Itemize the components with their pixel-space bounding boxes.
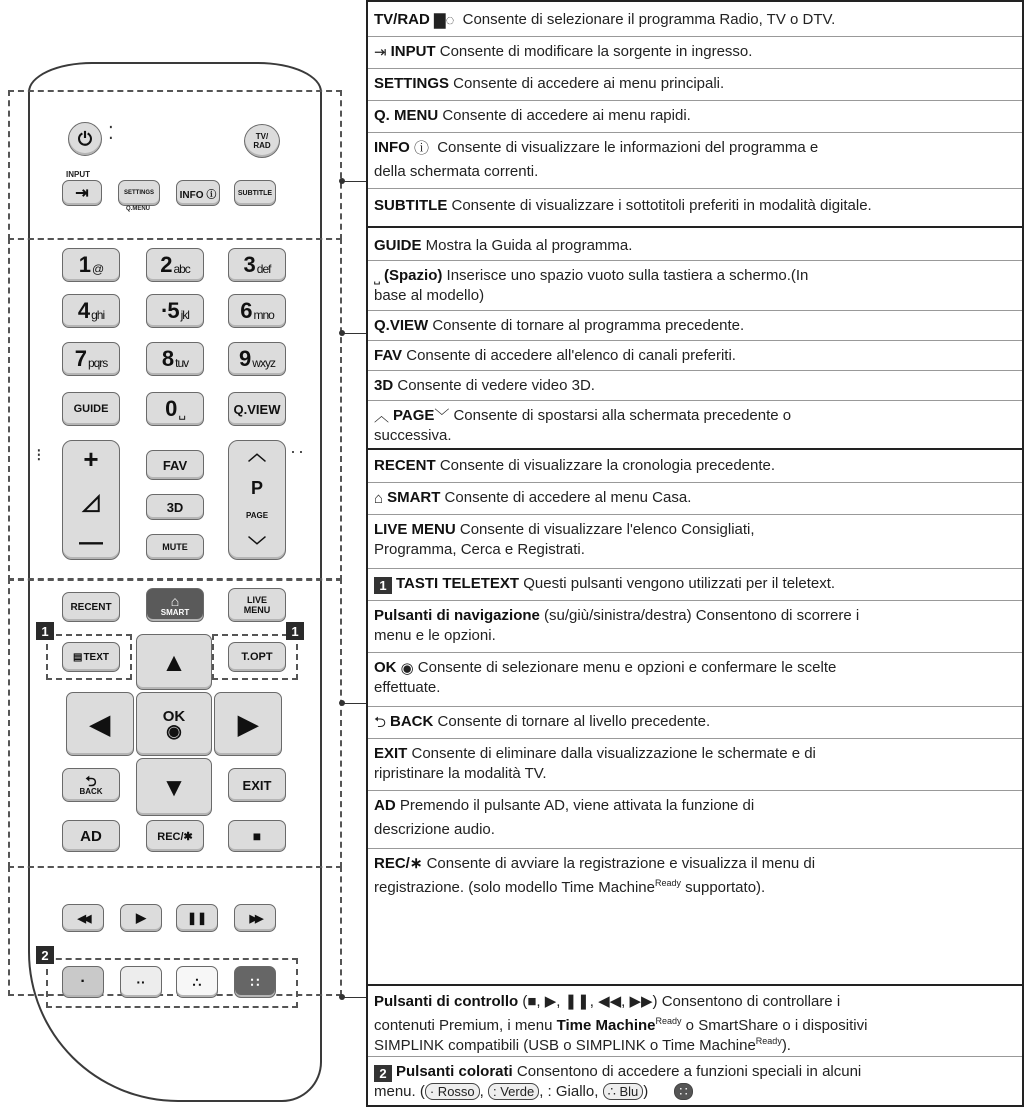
- nav-line-2: menu e le opzioni.: [374, 627, 496, 644]
- recent-button[interactable]: RECENT: [62, 592, 120, 622]
- recent-line: RECENT Consente di visualizzare la cronologia precedente.: [374, 457, 776, 474]
- left-arrow-button[interactable]: [66, 692, 134, 756]
- 3d-line: 3D Consente di vedere video 3D.: [374, 377, 595, 394]
- divider: [368, 340, 1022, 341]
- smart-label: SMART: [160, 607, 190, 617]
- page-up-small-icon: ︿: [374, 407, 390, 425]
- page-line-2: successiva.: [374, 427, 452, 444]
- 3d-button[interactable]: 3D: [146, 494, 204, 520]
- up-arrow-icon: ▲: [161, 646, 187, 677]
- leader-line-2: [342, 333, 366, 334]
- volume-down-icon[interactable]: —: [79, 529, 103, 556]
- page-dots: ··: [290, 441, 306, 461]
- ok-icon: ◉: [400, 659, 414, 677]
- fav-line: FAV Consente di accedere all'elenco di canali preferiti.: [374, 347, 736, 364]
- digit-8-button[interactable]: 8 tuv: [146, 342, 204, 376]
- live-menu-line-2: Programma, Cerca e Registrati.: [374, 541, 585, 558]
- settings-line: SETTINGS Consente di accedere ai menu principali.: [374, 75, 725, 92]
- digit-9-button[interactable]: 9 wxyz: [228, 342, 286, 376]
- home-icon: ⌂: [374, 489, 384, 507]
- marker-1-left: 1: [36, 622, 54, 640]
- digit-1-button[interactable]: 1 @: [62, 248, 120, 282]
- nav-line: Pulsanti di navigazione (su/giù/sinistra/destra) Consentono di scorrere i: [374, 607, 860, 624]
- guide-line: GUIDE Mostra la Guida al programma.: [374, 237, 633, 254]
- divider: [368, 100, 1022, 101]
- group-top-buttons: [8, 90, 342, 240]
- digit-0-button[interactable]: 0 ␣: [146, 392, 204, 426]
- divider: [368, 400, 1022, 401]
- input-button[interactable]: ⇥: [62, 180, 102, 206]
- divider: [368, 188, 1022, 189]
- page-label: PAGE: [245, 511, 269, 521]
- color-line: 2 Pulsanti colorati Consentono di accedere a funzioni speciali in alcuni: [374, 1062, 1020, 1082]
- control-line: Pulsanti di controllo (■, ▶, ❚❚, ◀◀, ▶▶) Consentono di controllare i: [374, 993, 841, 1010]
- back-arrow-icon: ⮌: [85, 772, 97, 789]
- ad-line-2: descrizione audio.: [374, 821, 495, 838]
- divider: [368, 36, 1022, 37]
- page-p-label: P: [250, 477, 263, 498]
- ok-line-2: effettuate.: [374, 679, 441, 696]
- red-pill: · Rosso: [425, 1083, 480, 1100]
- ok-circle-icon: ◉: [166, 721, 182, 741]
- page-down-small-icon: ﹀: [434, 407, 450, 425]
- back-button[interactable]: [62, 768, 120, 802]
- stop-button[interactable]: ■: [228, 820, 286, 852]
- page-up-icon[interactable]: ︿: [248, 444, 266, 464]
- info-button[interactable]: INFO ⓘ: [176, 180, 220, 206]
- rec-button[interactable]: REC/✱: [146, 820, 204, 852]
- page-line: ︿ PAGE﹀ Consente di spostarsi alla schermata precedente o: [374, 407, 792, 425]
- ad-button[interactable]: AD: [62, 820, 120, 852]
- guide-button[interactable]: GUIDE: [62, 392, 120, 426]
- qview-button[interactable]: Q.VIEW: [228, 392, 286, 426]
- ad-line: AD Premendo il pulsante AD, viene attivata la funzione di: [374, 797, 755, 814]
- qmenu-caption: Q.MENU: [126, 206, 150, 212]
- home-icon: ⌂: [170, 592, 180, 609]
- divider: [368, 706, 1022, 707]
- tv-rad-button[interactable]: TV/ RAD: [244, 124, 280, 158]
- smart-line: ⌂ SMART Consente di accedere al menu Casa.: [374, 489, 692, 507]
- blue-pill: ∴ Blu: [603, 1083, 644, 1100]
- rec-line: REC/∗ Consente di avviare la registrazione e visualizza il menu di: [374, 855, 816, 872]
- rec-line-2: registrazione. (solo modello Time Machine$^{Ready}$ supportato).: [374, 878, 766, 896]
- divider: [368, 738, 1022, 739]
- digit-4-button[interactable]: 4 ghi: [62, 294, 120, 328]
- right-arrow-button[interactable]: [214, 692, 282, 756]
- tvrad-icon: ▇◌: [434, 11, 455, 29]
- section-control-buttons: [368, 986, 1022, 1105]
- section-navigation-buttons: [368, 450, 1022, 986]
- rewind-button[interactable]: ◀◀: [62, 904, 104, 932]
- divider: [368, 482, 1022, 483]
- control-line-3: SIMPLINK compatibili (USB o SIMPLINK o Time Machine$^{Ready}$).: [374, 1036, 791, 1054]
- digit-6-button[interactable]: 6 mno: [228, 294, 286, 328]
- space-line-2: base al modello): [374, 287, 485, 304]
- divider: [368, 68, 1022, 69]
- divider: [368, 848, 1022, 849]
- divider: [368, 790, 1022, 791]
- leader-line-3: [342, 703, 366, 704]
- divider: [368, 652, 1022, 653]
- subtitle-button[interactable]: SUBTITLE: [234, 180, 276, 206]
- back-icon: ⮌: [374, 713, 387, 731]
- marker-1-right: 1: [286, 622, 304, 640]
- page-rocker[interactable]: [228, 440, 286, 560]
- divider: [368, 132, 1022, 133]
- leader-line-4: [342, 997, 366, 998]
- info-line: INFO ⓘ Consente di visualizzare le informazioni del programma e: [374, 139, 819, 157]
- teletext-line: 1 TASTI TELETEXT Questi pulsanti vengono utilizzati per il teletext.: [374, 574, 1020, 594]
- left-arrow-icon: ◀: [90, 708, 110, 739]
- blue-dots-pill: ∷: [674, 1083, 692, 1100]
- divider: [368, 260, 1022, 261]
- tvrad-line: TV/RAD ▇◌ Consente di selezionare il programma Radio, TV o DTV.: [374, 11, 836, 29]
- ok-label: OK: [162, 708, 186, 725]
- text-label: TEXT: [83, 651, 109, 663]
- fast-forward-button[interactable]: ▶▶: [234, 904, 276, 932]
- divider: [368, 600, 1022, 601]
- input-icon: ⇥: [374, 43, 387, 61]
- down-arrow-button[interactable]: [136, 758, 212, 816]
- smart-button[interactable]: [146, 588, 204, 622]
- power-dots: ⁚: [108, 123, 116, 143]
- divider: [368, 370, 1022, 371]
- leader-line-1: [342, 181, 366, 182]
- ok-button[interactable]: [136, 692, 212, 756]
- divider: [368, 310, 1022, 311]
- input-caption: INPUT: [66, 170, 90, 179]
- qview-line: Q.VIEW Consente di tornare al programma precedente.: [374, 317, 745, 334]
- control-line-2: contenuti Premium, i menu Time Machine$^{Ready}$ o SmartShare o i dispositivi: [374, 1016, 868, 1034]
- text-button[interactable]: [62, 642, 120, 672]
- color-marker: 2: [374, 1065, 392, 1082]
- page-down-icon[interactable]: ﹀: [248, 535, 266, 556]
- space-icon: ⎵: [374, 267, 381, 285]
- divider: [368, 568, 1022, 569]
- back-line: ⮌ BACK Consente di tornare al livello precedente.: [374, 713, 711, 731]
- right-arrow-icon: ▶: [238, 708, 258, 739]
- section-number-buttons: [368, 228, 1022, 450]
- settings-button[interactable]: SETTINGS: [118, 180, 160, 206]
- down-arrow-icon: ▼: [161, 771, 187, 802]
- volume-up-icon[interactable]: +: [83, 444, 99, 474]
- green-pill: : Verde: [488, 1083, 539, 1100]
- teletext-marker: 1: [374, 577, 392, 594]
- green-button[interactable]: ··: [120, 966, 162, 998]
- yellow-button[interactable]: ∴: [176, 966, 218, 998]
- digit-3-button[interactable]: 3 def: [228, 248, 286, 282]
- topt-button[interactable]: T.OPT: [228, 642, 286, 672]
- live-menu-button[interactable]: LIVE MENU: [228, 588, 286, 622]
- blue-button[interactable]: ∷: [234, 966, 276, 998]
- description-panel: [366, 0, 1024, 1107]
- space-line: ⎵ (Spazio) Inserisce uno spazio vuoto sulla tastiera a schermo.(In: [374, 267, 809, 285]
- divider: [368, 514, 1022, 515]
- ok-line: OK ◉ Consente di selezionare menu e opzioni e confermare le scelte: [374, 659, 837, 677]
- info-line-2: della schermata correnti.: [374, 163, 539, 180]
- fav-button[interactable]: FAV: [146, 450, 204, 480]
- red-button[interactable]: ·: [62, 966, 104, 998]
- live-menu-line: LIVE MENU Consente di visualizzare l'elenco Consigliati,: [374, 521, 755, 538]
- volume-dots: ⁝: [36, 445, 44, 465]
- digit-5-button[interactable]: ·5 jkl: [146, 294, 204, 328]
- marker-2: 2: [36, 946, 54, 964]
- back-label: BACK: [79, 786, 103, 796]
- digit-2-button[interactable]: 2 abc: [146, 248, 204, 282]
- digit-7-button[interactable]: 7 pqrs: [62, 342, 120, 376]
- power-button[interactable]: ⏻: [68, 122, 102, 156]
- volume-icon: ◿: [82, 489, 100, 514]
- mute-button[interactable]: MUTE: [146, 534, 204, 560]
- exit-line-2: ripristinare la modalità TV.: [374, 765, 547, 782]
- info-icon: ⓘ: [414, 139, 430, 157]
- exit-line: EXIT Consente di eliminare dalla visualizzazione le schermate e di: [374, 745, 816, 762]
- color-line-2: menu. ( · Rosso , : Verde , : Giallo, ∴ Blu ) ∷: [374, 1082, 1020, 1101]
- section-top-buttons: [368, 2, 1022, 228]
- input-line: ⇥ INPUT Consente di modificare la sorgente in ingresso.: [374, 43, 753, 61]
- pause-button[interactable]: ❚❚: [176, 904, 218, 932]
- play-button[interactable]: ▶: [120, 904, 162, 932]
- subtitle-line: SUBTITLE Consente di visualizzare i sottotitoli preferiti in modalità digitale.: [374, 197, 872, 214]
- text-icon: ▤: [72, 651, 83, 663]
- divider: [368, 1056, 1022, 1057]
- up-arrow-button[interactable]: [136, 634, 212, 690]
- exit-button[interactable]: EXIT: [228, 768, 286, 802]
- qmenu-line: Q. MENU Consente di accedere ai menu rapidi.: [374, 107, 691, 124]
- volume-rocker[interactable]: [62, 440, 120, 560]
